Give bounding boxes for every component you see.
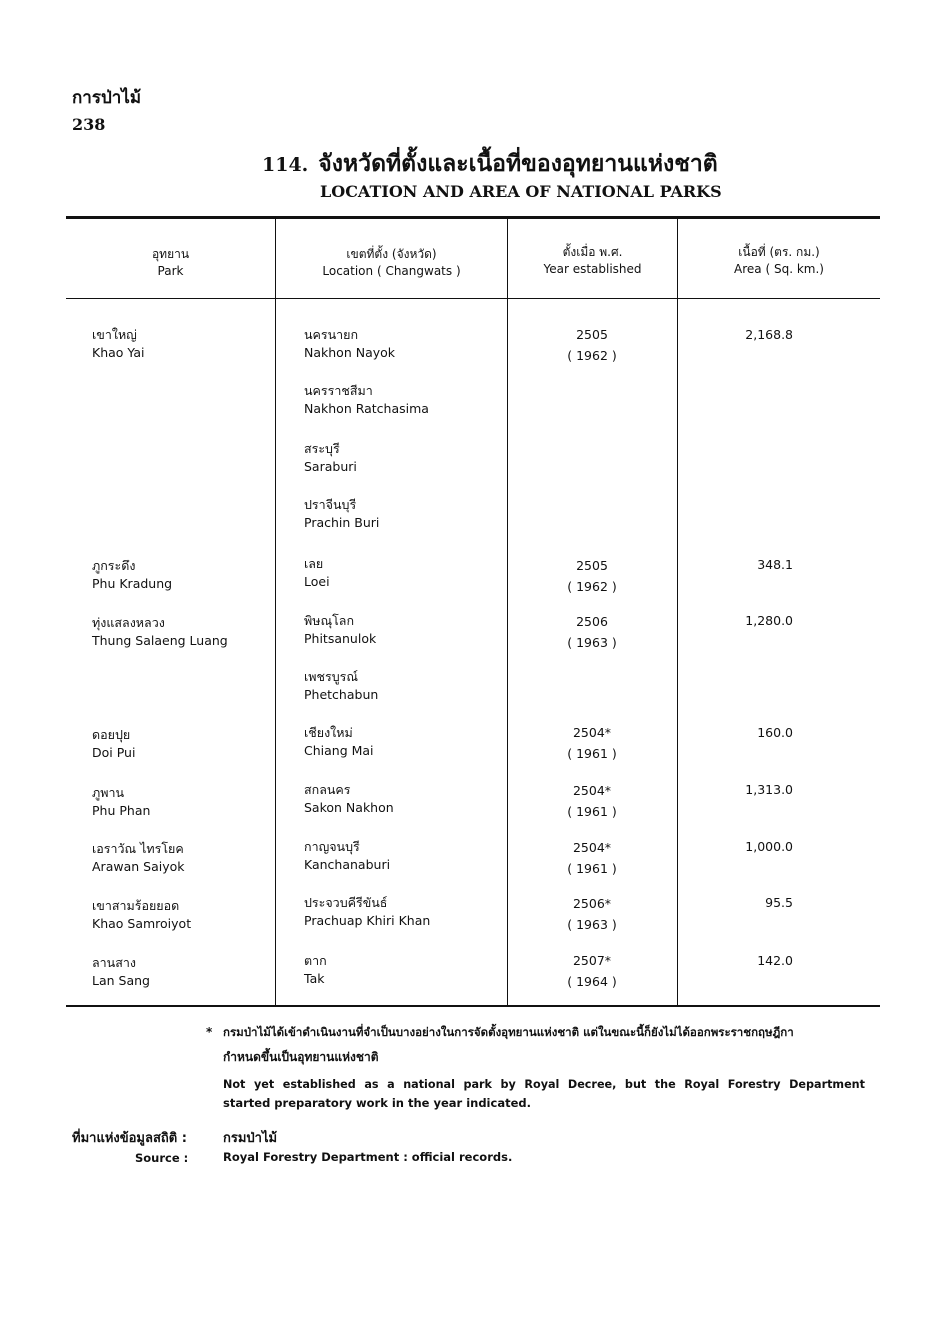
location-en: Tak xyxy=(304,971,325,986)
footnote-thai-line2: กำหนดขึ้นเป็นอุทยานแห่งชาติ xyxy=(223,1050,379,1064)
location xyxy=(304,440,357,476)
year-be: 2506* xyxy=(572,896,612,911)
park-name-en: Thung Salaeng Luang xyxy=(92,633,228,648)
park-name xyxy=(92,840,184,876)
location xyxy=(304,612,376,648)
column-header-year xyxy=(508,244,677,278)
location xyxy=(304,668,378,704)
park-name-th: ภูกระดึง xyxy=(92,558,136,573)
location xyxy=(304,724,374,760)
year-be: 2507* xyxy=(572,953,612,968)
area-value: 95.5 xyxy=(765,895,793,910)
park-name-th: เขาสามร้อยยอด xyxy=(92,898,180,913)
source-label-thai: ที่มาแห่งข้อมูลสถิติ : xyxy=(72,1131,187,1146)
location-en: Kanchanaburi xyxy=(304,857,391,872)
header-bottom-rule xyxy=(66,298,880,299)
year-be: 2504* xyxy=(572,783,612,798)
column-divider-2 xyxy=(507,219,508,1005)
table-number: 114. xyxy=(262,154,309,176)
year-be: 2504* xyxy=(572,840,612,855)
park-name-en: Lan Sang xyxy=(92,973,150,988)
location-th: สกลนคร xyxy=(304,782,351,797)
park-name-th: เอราวัณ ไทรโยค xyxy=(92,841,184,856)
column-header-location-en: Location ( Changwats ) xyxy=(322,264,461,278)
source-value-english: Royal Forestry Department : official records. xyxy=(223,1150,513,1164)
year-established xyxy=(512,895,672,934)
location xyxy=(304,781,394,817)
footnote-english-line2: started preparatory work in the year indicated. xyxy=(223,1096,531,1110)
park-name-en: Phu Phan xyxy=(92,803,151,818)
location-th: นครนายก xyxy=(304,327,359,342)
location-en: Sakon Nakhon xyxy=(304,800,394,815)
year-established xyxy=(512,782,672,821)
park-name-th: เขาใหญ่ xyxy=(92,327,137,342)
location-th: เชียงใหม่ xyxy=(304,725,353,740)
park-name xyxy=(92,326,144,362)
column-divider-1 xyxy=(275,219,276,1005)
park-name xyxy=(92,897,191,933)
year-ad: ( 1963 ) xyxy=(567,917,617,932)
location-en: Chiang Mai xyxy=(304,743,374,758)
location-en: Nakhon Nayok xyxy=(304,345,396,360)
year-established xyxy=(512,326,672,365)
location xyxy=(304,555,330,591)
area-value: 2,168.8 xyxy=(745,327,793,342)
column-header-year-en: Year established xyxy=(543,262,642,276)
location xyxy=(304,838,390,874)
location xyxy=(304,382,429,418)
footnote-english-line1: Not yet established as a national park by Royal Decree, but the Royal Forestry Department xyxy=(223,1078,865,1091)
column-header-area-en: Area ( Sq. km.) xyxy=(734,262,824,276)
park-name-en: Phu Kradung xyxy=(92,576,173,591)
area-value: 1,313.0 xyxy=(745,782,793,797)
location-th: กาญจนบุรี xyxy=(304,839,360,854)
location-th: นครราชสีมา xyxy=(304,383,373,398)
area-value: 160.0 xyxy=(757,725,793,740)
park-name xyxy=(92,614,228,650)
park-name-en: Doi Pui xyxy=(92,745,136,760)
park-name xyxy=(92,784,150,820)
park-name-th: ดอยปุย xyxy=(92,727,131,742)
location-en: Prachuap Khiri Khan xyxy=(304,913,431,928)
year-established xyxy=(512,724,672,763)
column-header-location-th: เขตที่ตั้ง (จังหวัด) xyxy=(346,247,437,261)
area-value: 142.0 xyxy=(757,953,793,968)
location-en: Saraburi xyxy=(304,459,357,474)
year-be: 2504* xyxy=(572,725,612,740)
location-en: Nakhon Ratchasima xyxy=(304,401,429,416)
source-label-english: Source : xyxy=(135,1151,189,1165)
location-en: Phitsanulok xyxy=(304,631,377,646)
table-top-rule xyxy=(66,216,880,219)
park-name-en: Khao Yai xyxy=(92,345,145,360)
year-established xyxy=(512,839,672,878)
year-ad: ( 1961 ) xyxy=(567,746,617,761)
location xyxy=(304,326,395,362)
column-header-area-th: เนื้อที่ (ตร. กม.) xyxy=(738,245,820,259)
location-th: ตาก xyxy=(304,953,327,968)
table-title-thai-text: จังหวัดที่ตั้งและเนื้อที่ของอุทยานแห่งชาติ xyxy=(318,150,718,177)
year-ad: ( 1964 ) xyxy=(567,974,617,989)
year-ad: ( 1963 ) xyxy=(567,635,617,650)
year-be: 2506 xyxy=(576,614,608,629)
column-header-area xyxy=(678,244,880,278)
park-name-th: ภูพาน xyxy=(92,785,125,800)
column-header-park-en: Park xyxy=(157,264,184,278)
location xyxy=(304,496,379,532)
park-name xyxy=(92,726,135,762)
area-value: 348.1 xyxy=(757,557,793,572)
table-title-english: LOCATION AND AREA OF NATIONAL PARKS xyxy=(320,182,722,201)
year-be: 2505 xyxy=(576,558,608,573)
location-th: เพชรบูรณ์ xyxy=(304,669,358,684)
park-name-en: Khao Samroiyot xyxy=(92,916,192,931)
year-be: 2505 xyxy=(576,327,608,342)
area-value: 1,280.0 xyxy=(745,613,793,628)
location-th: สระบุรี xyxy=(304,441,340,456)
park-name-en: Arawan Saiyok xyxy=(92,859,185,874)
page-number: 238 xyxy=(72,115,106,134)
location-th: ปราจีนบุรี xyxy=(304,497,357,512)
column-header-year-th: ตั้งเมื่อ พ.ศ. xyxy=(562,245,623,259)
location xyxy=(304,894,430,930)
park-name xyxy=(92,557,172,593)
source-value-thai: กรมป่าไม้ xyxy=(223,1131,278,1146)
location-en: Loei xyxy=(304,574,330,589)
area-value: 1,000.0 xyxy=(745,839,793,854)
column-header-park-th: อุทยาน xyxy=(151,247,190,261)
footnote-thai-line1: กรมป่าไม้ได้เข้าดำเนินงานที่จำเป็นบางอย่างในการจัดตั้งอุทยานแห่งชาติ แต่ในขณะนี้ก็ยังไม่ได้ออกพระราชกฤษฎีกา xyxy=(223,1025,794,1039)
column-header-location xyxy=(276,246,507,280)
year-ad: ( 1962 ) xyxy=(567,348,617,363)
year-ad: ( 1961 ) xyxy=(567,861,617,876)
park-name-th: ทุ่งแสลงหลวง xyxy=(92,615,165,630)
location-th: ประจวบคีรีขันธ์ xyxy=(304,895,388,910)
footnote-mark: * xyxy=(206,1025,213,1039)
location-th: พิษณุโลก xyxy=(304,613,355,628)
year-established xyxy=(512,952,672,991)
park-name xyxy=(92,954,150,990)
year-established xyxy=(512,613,672,652)
column-header-park xyxy=(66,246,275,280)
table-title-thai xyxy=(262,146,718,182)
park-name-th: ลานสาง xyxy=(92,955,136,970)
section-title: การป่าไม้ xyxy=(72,88,142,108)
year-ad: ( 1961 ) xyxy=(567,804,617,819)
table-bottom-rule xyxy=(66,1005,880,1007)
location xyxy=(304,952,327,988)
year-established xyxy=(512,557,672,596)
location-th: เลย xyxy=(304,556,324,571)
location-en: Prachin Buri xyxy=(304,515,380,530)
location-en: Phetchabun xyxy=(304,687,379,702)
year-ad: ( 1962 ) xyxy=(567,579,617,594)
